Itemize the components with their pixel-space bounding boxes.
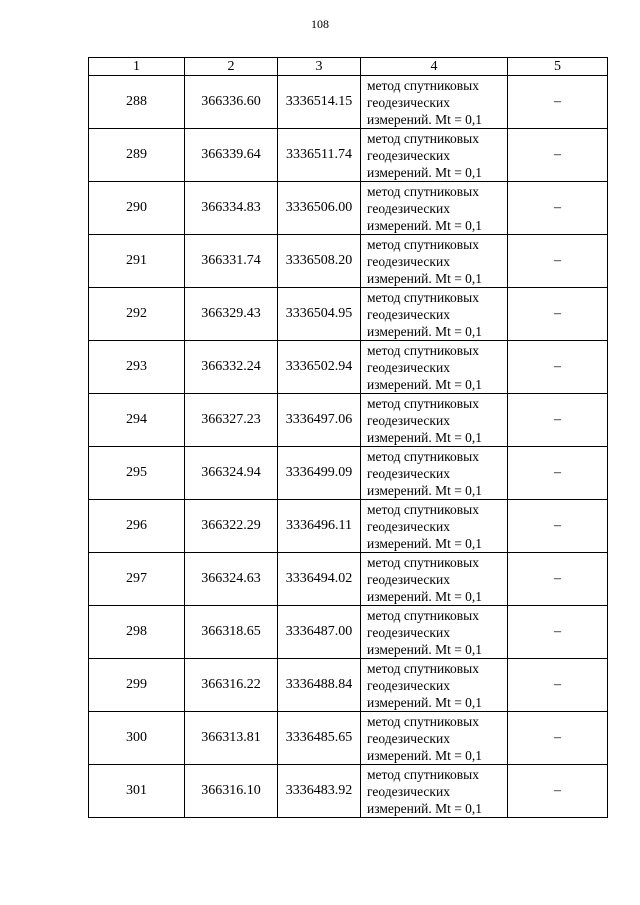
x-coordinate-cell: 366322.29 <box>185 500 278 553</box>
note-cell: – <box>508 553 608 606</box>
header-col-5: 5 <box>508 58 608 76</box>
table-row <box>89 447 608 500</box>
table-row <box>89 659 608 712</box>
method-cell: метод спутниковых геодезических измерений. Mt = 0,1 <box>361 341 508 394</box>
page-number: 108 <box>311 17 329 31</box>
y-coordinate-cell: 3336494.02 <box>278 553 361 606</box>
y-coordinate-cell: 3336502.94 <box>278 341 361 394</box>
table-row <box>89 765 608 818</box>
y-coordinate-cell: 3336511.74 <box>278 129 361 182</box>
point-number-cell: 294 <box>89 394 185 447</box>
note-cell: – <box>508 288 608 341</box>
y-coordinate-cell: 3336485.65 <box>278 712 361 765</box>
y-coordinate-cell: 3336508.20 <box>278 235 361 288</box>
x-coordinate-cell: 366331.74 <box>185 235 278 288</box>
coordinates-table <box>88 57 608 818</box>
y-coordinate-cell: 3336514.15 <box>278 76 361 129</box>
point-number-cell: 297 <box>89 553 185 606</box>
y-coordinate-cell: 3336487.00 <box>278 606 361 659</box>
point-number-cell: 293 <box>89 341 185 394</box>
table-row <box>89 500 608 553</box>
note-cell: – <box>508 341 608 394</box>
x-coordinate-cell: 366318.65 <box>185 606 278 659</box>
x-coordinate-cell: 366336.60 <box>185 76 278 129</box>
note-cell: – <box>508 765 608 818</box>
table-row <box>89 129 608 182</box>
x-coordinate-cell: 366332.24 <box>185 341 278 394</box>
header-col-1: 1 <box>89 58 185 76</box>
y-coordinate-cell: 3336504.95 <box>278 288 361 341</box>
note-cell: – <box>508 394 608 447</box>
x-coordinate-cell: 366324.63 <box>185 553 278 606</box>
point-number-cell: 291 <box>89 235 185 288</box>
method-cell: метод спутниковых геодезических измерений. Mt = 0,1 <box>361 235 508 288</box>
method-cell: метод спутниковых геодезических измерений. Mt = 0,1 <box>361 394 508 447</box>
method-cell: метод спутниковых геодезических измерений. Mt = 0,1 <box>361 500 508 553</box>
y-coordinate-cell: 3336497.06 <box>278 394 361 447</box>
table-row <box>89 288 608 341</box>
x-coordinate-cell: 366313.81 <box>185 712 278 765</box>
x-coordinate-cell: 366324.94 <box>185 447 278 500</box>
note-cell: – <box>508 659 608 712</box>
y-coordinate-cell: 3336483.92 <box>278 765 361 818</box>
x-coordinate-cell: 366316.22 <box>185 659 278 712</box>
method-cell: метод спутниковых геодезических измерений. Mt = 0,1 <box>361 712 508 765</box>
x-coordinate-cell: 366316.10 <box>185 765 278 818</box>
note-cell: – <box>508 447 608 500</box>
method-cell: метод спутниковых геодезических измерений. Mt = 0,1 <box>361 447 508 500</box>
note-cell: – <box>508 606 608 659</box>
method-cell: метод спутниковых геодезических измерений. Mt = 0,1 <box>361 182 508 235</box>
note-cell: – <box>508 500 608 553</box>
point-number-cell: 290 <box>89 182 185 235</box>
method-cell: метод спутниковых геодезических измерений. Mt = 0,1 <box>361 765 508 818</box>
y-coordinate-cell: 3336499.09 <box>278 447 361 500</box>
point-number-cell: 299 <box>89 659 185 712</box>
point-number-cell: 289 <box>89 129 185 182</box>
x-coordinate-cell: 366334.83 <box>185 182 278 235</box>
y-coordinate-cell: 3336496.11 <box>278 500 361 553</box>
point-number-cell: 292 <box>89 288 185 341</box>
method-cell: метод спутниковых геодезических измерений. Mt = 0,1 <box>361 129 508 182</box>
x-coordinate-cell: 366327.23 <box>185 394 278 447</box>
table-body <box>89 76 608 818</box>
x-coordinate-cell: 366339.64 <box>185 129 278 182</box>
table-header-row <box>89 58 608 76</box>
point-number-cell: 295 <box>89 447 185 500</box>
y-coordinate-cell: 3336488.84 <box>278 659 361 712</box>
table-row <box>89 553 608 606</box>
table-row <box>89 712 608 765</box>
method-cell: метод спутниковых геодезических измерений. Mt = 0,1 <box>361 288 508 341</box>
table-row <box>89 76 608 129</box>
point-number-cell: 296 <box>89 500 185 553</box>
table-row <box>89 606 608 659</box>
point-number-cell: 300 <box>89 712 185 765</box>
point-number-cell: 288 <box>89 76 185 129</box>
x-coordinate-cell: 366329.43 <box>185 288 278 341</box>
method-cell: метод спутниковых геодезических измерений. Mt = 0,1 <box>361 553 508 606</box>
point-number-cell: 298 <box>89 606 185 659</box>
table-row <box>89 341 608 394</box>
note-cell: – <box>508 182 608 235</box>
note-cell: – <box>508 129 608 182</box>
note-cell: – <box>508 712 608 765</box>
method-cell: метод спутниковых геодезических измерений. Mt = 0,1 <box>361 659 508 712</box>
header-col-3: 3 <box>278 58 361 76</box>
note-cell: – <box>508 76 608 129</box>
method-cell: метод спутниковых геодезических измерений. Mt = 0,1 <box>361 76 508 129</box>
point-number-cell: 301 <box>89 765 185 818</box>
table-row <box>89 394 608 447</box>
method-cell: метод спутниковых геодезических измерений. Mt = 0,1 <box>361 606 508 659</box>
header-col-4: 4 <box>361 58 508 76</box>
table-row <box>89 235 608 288</box>
table-row <box>89 182 608 235</box>
y-coordinate-cell: 3336506.00 <box>278 182 361 235</box>
note-cell: – <box>508 235 608 288</box>
header-col-2: 2 <box>185 58 278 76</box>
